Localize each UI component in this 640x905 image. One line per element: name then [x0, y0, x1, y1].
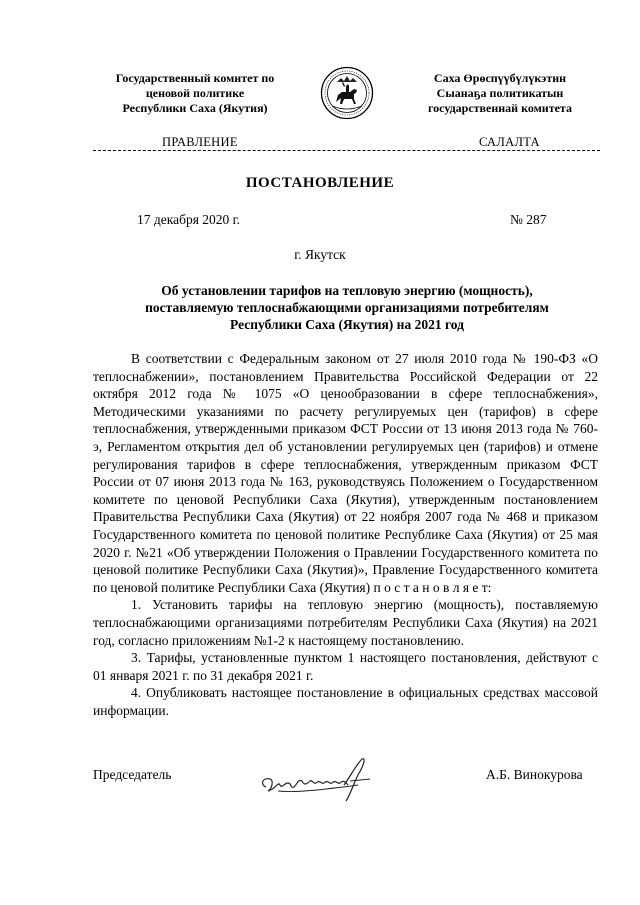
body-paragraph: 3. Тарифы, установленные пунктом 1 настоящего постановления, действуют с 01 января 2021 г. по 31 декабря 2021 г. — [93, 650, 598, 683]
body-paragraph: 4. Опубликовать настоящее постановление в официальных средствах массовой информации. — [93, 685, 598, 718]
signatory-title: Председатель — [93, 767, 172, 782]
header-right-line: государственнай комитета — [428, 101, 572, 115]
subject-line: Республики Саха (Якутия) на 2021 год — [230, 317, 464, 332]
board-label-ru: ПРАВЛЕНИЕ — [162, 135, 238, 149]
board-label-sakha: САЛАЛТА — [479, 135, 540, 149]
body-paragraph: В соответствии с Федеральным законом от 27 июля 2010 года № 190-ФЗ «О теплоснабжении», постановлением Правительства Российской Федерации от 22 октября 2012 года № 1075 «О ценообразовании в сфере теплоснабжения», Методическими указаниями по расчету регулируемых цен (тарифов) в сфере теплоснабжения, утвержденными приказом ФСТ России от 13 июня 2013 года № 760-э, Регламентом открытия дел об установлении регулируемых цен (тарифов) и отмене регулирования тарифов в сфере теплоснабжения, утвержденным приказом ФСТ России от 07 июня 2013 года № 163, руководствуясь Положением о Государственном комитете по ценовой Республики Саха (Якутия), утвержденным постановлением Правительства Республики Саха (Якутия) от 22 ноября 2007 года № 468 и приказом Государственного комитета по ценовой политике Республике Саха (Якутия) от 25 мая 2020 г. №21 «Об утверждении Положения о Правлении Государственного комитета по ценовой политике Республики Саха (Якутия)», Правление Государственного комитета по ценовой политике Республики Саха (Якутия) п о с т а н о в л я е т: — [93, 351, 598, 595]
signatory-name: А.Б. Винокурова — [486, 767, 583, 782]
header-divider — [93, 150, 600, 151]
header-left-line: Республики Саха (Якутия) — [122, 101, 268, 115]
subject-line: поставляемую теплоснабжающими организациями потребителям — [145, 300, 549, 315]
header-right-line: Сыанаҕа политикатын — [436, 86, 564, 100]
header-left — [95, 71, 295, 116]
document-title: ПОСТАНОВЛЕНИЕ — [245, 175, 395, 191]
document-number: № 287 — [510, 212, 547, 227]
header-left-line: Государственный комитет по — [115, 71, 275, 85]
header-right — [400, 71, 600, 116]
body-paragraph: 1. Установить тарифы на тепловую энергию (мощность), поставляемую теплоснабжающими организациями потребителям Республики Саха (Якутия) на 2021 год, согласно приложениям №1-2 к настоящему постановлению. — [93, 597, 598, 648]
header-left-line: ценовой политике — [145, 86, 245, 100]
subject-line: Об установлении тарифов на тепловую энергию (мощность), — [161, 283, 533, 298]
document-subject — [112, 282, 582, 333]
document-body — [93, 350, 598, 719]
document-date: 17 декабря 2020 г. — [137, 212, 241, 227]
header-right-line: Саха Өрөспүүбүлүкэтин — [433, 71, 567, 85]
coat-of-arms-emblem — [320, 66, 374, 120]
handwritten-signature — [258, 755, 388, 805]
document-city: г. Якутск — [294, 247, 346, 262]
